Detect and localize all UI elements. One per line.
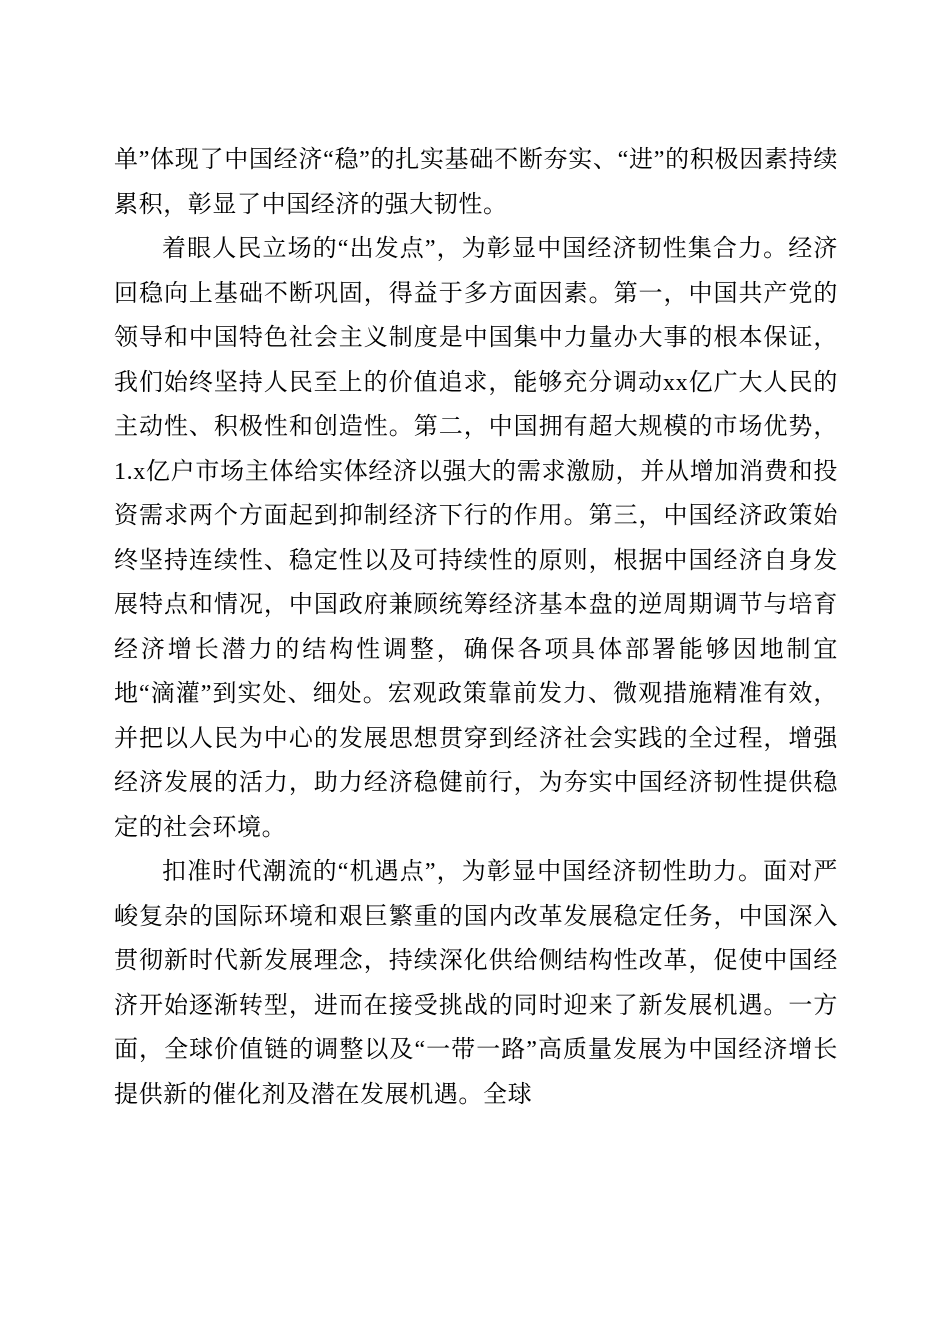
paragraph-continuation: 单”体现了中国经济“稳”的扎实基础不断夯实、“进”的积极因素持续累积，彰显了中国经济的强大韧性。	[114, 147, 838, 218]
paragraph-era-opportunity: 扣准时代潮流的“机遇点”，为彰显中国经济韧性助力。面对严峻复杂的国际环境和艰巨繁重的国内改革发展稳定任务，中国深入贯彻新时代新发展理念，持续深化供给侧结构性改革，促使中国经济开始逐渐转型，进而在接受挑战的同时迎来了新发展机遇。一方面，全球价值链的调整以及“一带一路”高质量发展为中国经济增长提供新的催化剂及潜在发展机遇。全球	[114, 859, 838, 1108]
paragraph-people-standpoint: 着眼人民立场的“出发点”，为彰显中国经济韧性集合力。经济回稳向上基础不断巩固，得益于多方面因素。第一，中国共产党的领导和中国特色社会主义制度是中国集中力量办大事的根本保证，我们始终坚持人民至上的价值追求，能够充分调动xx亿广大人民的主动性、积极性和创造性。第二，中国拥有超大规模的市场优势，1.x亿户市场主体给实体经济以强大的需求激励，并从增加消费和投资需求两个方面起到抑制经济下行的作用。第三，中国经济政策始终坚持连续性、稳定性以及可持续性的原则，根据中国经济自身发展特点和情况，中国政府兼顾统筹经济基本盘的逆周期调节与培育经济增长潜力的结构性调整，确保各项具体部署能够因地制宜地“滴灌”到实处、细处。宏观政策靠前发力、微观措施精准有效，并把以人民为中心的发展思想贯穿到经济社会实践的全过程，增强经济发展的活力，助力经济稳健前行，为夯实中国经济韧性提供稳定的社会环境。	[114, 236, 838, 841]
